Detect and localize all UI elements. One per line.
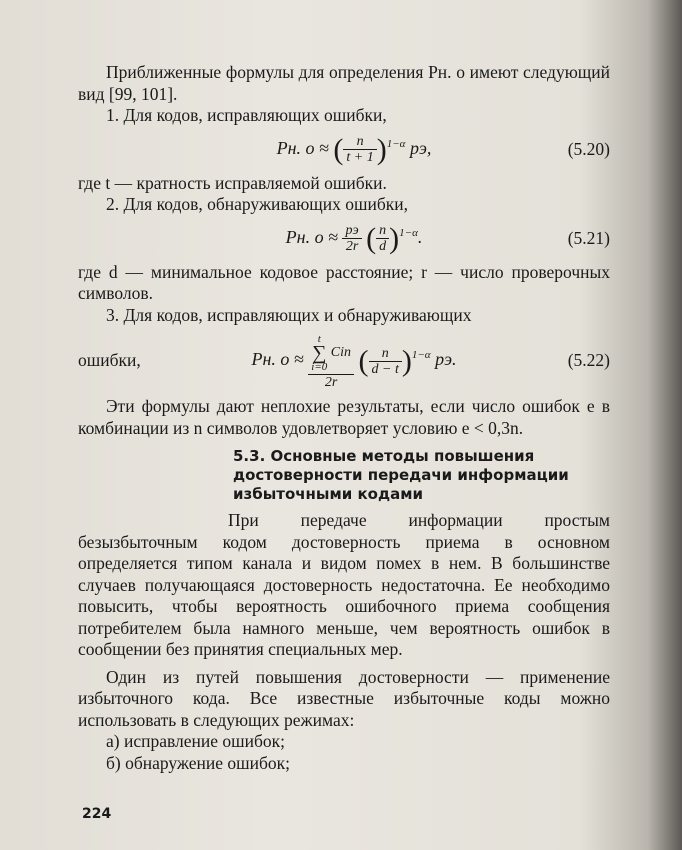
formula-5-21: Pн. о ≈ $\frac{pэ}{2r}$ ( $\frac{n}{d}$ )$^{1-\alpha}$. (5.21) (285, 221, 610, 255)
mode-list (106, 731, 610, 774)
page-number: 224 (82, 806, 112, 822)
item-1-explanation: где t — кратность исправляемой ошибки. (78, 172, 387, 193)
formula-5-20-fraction: $\frac{n}{t + 1}$ (343, 134, 376, 165)
formula-5-22-lead: ошибки, (78, 350, 141, 371)
summary-paragraph: Эти формулы дают неплохие результаты, если число ошибок e в комбинации из n символов удовлетворяет условию e < 0,3n. (78, 396, 610, 438)
formula-5-22-lhs: Pн. о ≈ (251, 349, 304, 370)
formula-5-21-fraction-2: $\frac{n}{d}$ (376, 223, 389, 254)
paragraph-2: Один из путей повышения достоверности — применение избыточного кода. Все известные избыточные коды можно использовать в следующих режимах: (78, 666, 610, 730)
formula-5-20-tail: pэ, (409, 137, 432, 158)
formula-5-21-fraction-1: $\frac{pэ}{2r}$ (342, 223, 361, 254)
section-heading: 5.3. Основные методы повышения достоверности передачи информации избыточными кодами (233, 447, 569, 503)
formula-5-22-fraction-2: $\frac{n}{d - t}$ (369, 346, 402, 377)
formula-5-22-sum-fraction: t ∑ i=0 Cin 2r (308, 332, 354, 390)
formula-5-22: ошибки, Pн. о ≈ t ∑ i=0 Cin 2r ( $\frac{n}{d - t}$ )$^{1-\alpha}$ pэ. (5.22) (78, 333, 610, 390)
formula-5-20-power: 1−α (386, 137, 406, 150)
intro-paragraph: Приближенные формулы для определения Pн. о имеют следующий вид [99, 101]. (78, 62, 610, 104)
formula-5-20: Pн. о ≈ ( $\frac{n}{t + 1}$ )$^{1-\alpha}$ pэ, (5.20) (276, 132, 610, 166)
list-item: б) обнаружение ошибок; (106, 752, 291, 773)
formula-5-21-power: 1−α (399, 226, 418, 239)
text-column (78, 62, 610, 774)
formula-5-22-tail: pэ. (435, 349, 457, 370)
formula-5-20-lhs: Pн. о ≈ (276, 137, 329, 158)
item-2-text: 2. Для кодов, обнаруживающих ошибки, (106, 194, 408, 214)
formula-5-21-number: (5.21) (567, 227, 610, 248)
item-1-text: 1. Для кодов, исправляющих ошибки, (106, 105, 387, 125)
formula-5-22-number: (5.22) (567, 350, 610, 371)
formula-5-22-power: 1−α (411, 349, 431, 362)
paragraph-1: При передаче информации простым безызбыточным кодом достоверность приема в основном определяется типом канала и видом помех в нем. В большинстве случаев получающаяся достоверность недостаточна. Ее необходимо повысить, чтобы вероятность ошибочного приема сообщения потребителем была намного меньше, чем вероятность ошибок в сообщении без принятия специальных мер. (78, 510, 610, 659)
item-2-explanation: где d — минимальное кодовое расстояние; r — число проверочных символов. (78, 261, 610, 303)
list-item: а) исправление ошибок; (106, 731, 285, 751)
item-3-text: 3. Для кодов, исправляющих и обнаруживающих (106, 304, 472, 325)
formula-5-20-number: (5.20) (567, 138, 610, 159)
formula-5-21-lhs: Pн. о ≈ (285, 226, 338, 247)
